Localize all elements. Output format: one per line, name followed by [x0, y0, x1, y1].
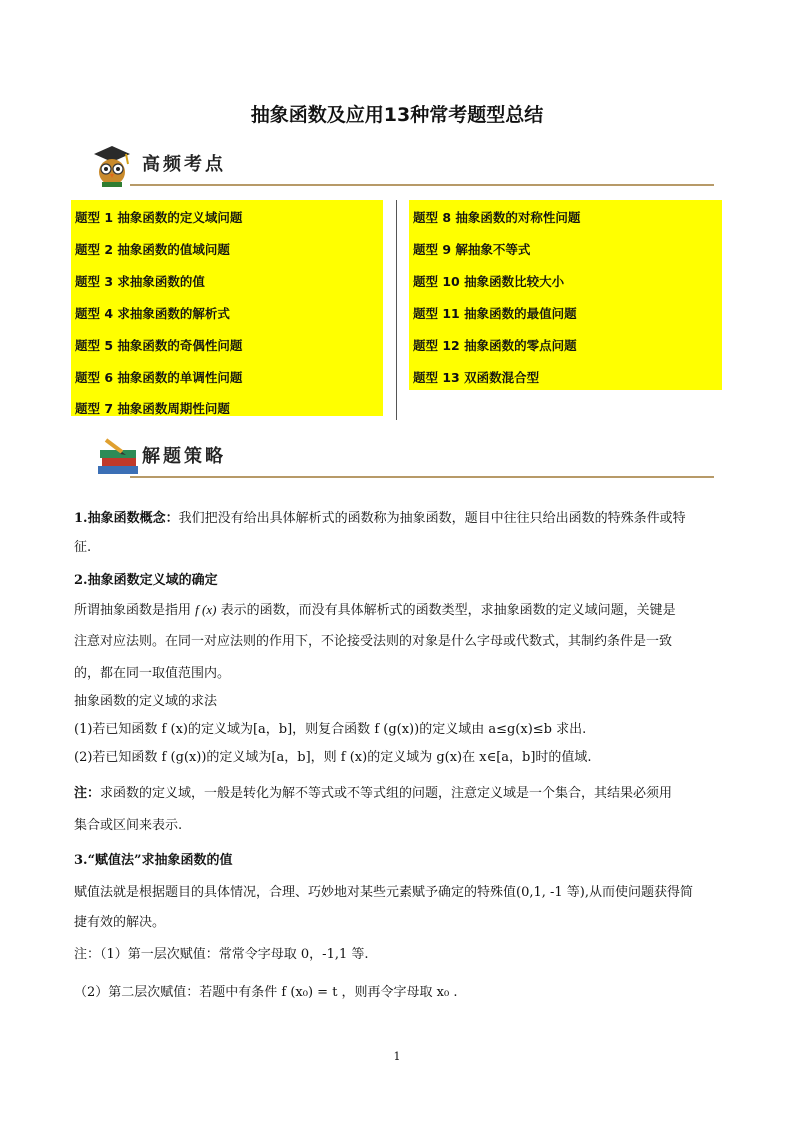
topic-item: 题型 9 解抽象不等式	[413, 242, 531, 257]
topic-item: 题型 2 抽象函数的值域问题	[75, 242, 230, 257]
topic-item: 题型 4 求抽象函数的解析式	[75, 306, 230, 321]
section-label: 解题策略	[142, 446, 226, 467]
heading-domain: 2.抽象函数定义域的确定	[74, 573, 218, 588]
assignment-line-1: 赋值法就是根据题目的具体情况，合理、巧妙地对某些元素赋予确定的特殊值(0,1, -1 等),从而使问题获得简	[74, 885, 694, 900]
topic-list-left	[71, 200, 383, 416]
note-line-2: 集合或区间来表示.	[74, 818, 183, 833]
topic-list-right	[409, 200, 722, 390]
concept-heading: 1.抽象函数概念：	[74, 511, 179, 526]
topic-item: 题型 8 抽象函数的对称性问题	[413, 210, 581, 225]
concept-text: 我们把没有给出具体解析式的函数称为抽象函数，题目中往往只给出函数的特殊条件或特	[178, 511, 686, 526]
heading-assignment: 3.“赋值法”求抽象函数的值	[74, 853, 233, 868]
topic-item: 题型 11 抽象函数的最值问题	[413, 306, 577, 321]
assignment-line-4: （2）第二层次赋值：若题中有条件 f (x₀) = t ，则再令字母取 x₀ .	[74, 985, 458, 1000]
books-pencil-icon	[92, 438, 142, 480]
paragraph-concept-cont: 征.	[74, 540, 92, 555]
column-divider	[396, 200, 397, 420]
topic-item: 题型 7 抽象函数周期性问题	[75, 401, 230, 416]
note-line-1: 注：求函数的定义域，一般是转化为解不等式或不等式组的问题，注意定义域是一个集合，其结果必须用	[74, 786, 673, 801]
assignment-line-3: 注：（1）第一层次赋值：常常令字母取 0，-1,1 等.	[74, 947, 369, 962]
topic-item: 题型 1 抽象函数的定义域问题	[75, 210, 243, 225]
topic-item: 题型 13 双函数混合型	[413, 370, 540, 385]
paragraph-concept	[74, 504, 724, 533]
topic-item: 题型 3 求抽象函数的值	[75, 274, 205, 289]
section-header-high-frequency	[90, 144, 714, 188]
page-title: 抽象函数及应用13种常考题型总结	[250, 104, 544, 126]
section-header-strategy	[90, 436, 714, 480]
page-number: 1	[393, 1050, 401, 1063]
domain-line-1: 所谓抽象函数是指用 f (x) 表示的函数，而没有具体解析式的函数类型，求抽象函数的定义域问题，关键是	[74, 602, 676, 618]
note-heading: 注：	[74, 786, 101, 801]
domain-line-3: 的，都在同一取值范围内。	[74, 666, 231, 681]
topic-item: 题型 5 抽象函数的奇偶性问题	[75, 338, 243, 353]
domain-rule-1: (1)若已知函数 f (x)的定义域为[a，b]，则复合函数 f (g(x))的定义域由 a≤g(x)≤b 求出.	[74, 722, 587, 737]
topic-item: 题型 10 抽象函数比较大小	[413, 274, 565, 289]
section-label: 高频考点	[142, 154, 226, 175]
topic-item: 题型 6 抽象函数的单调性问题	[75, 370, 243, 385]
domain-rule-2: (2)若已知函数 f (g(x))的定义域为[a，b]，则 f (x)的定义域为 g(x)在 x∈[a，b]时的值域.	[74, 750, 592, 765]
topic-item: 题型 12 抽象函数的零点问题	[413, 338, 577, 353]
domain-line-4: 抽象函数的定义域的求法	[74, 694, 218, 709]
domain-line-2: 注意对应法则。在同一对应法则的作用下，不论接受法则的对象是什么字母或代数式，其制约条件是一致	[74, 634, 673, 649]
owl-scholar-icon	[90, 144, 134, 188]
assignment-line-2: 捷有效的解决。	[74, 915, 166, 930]
